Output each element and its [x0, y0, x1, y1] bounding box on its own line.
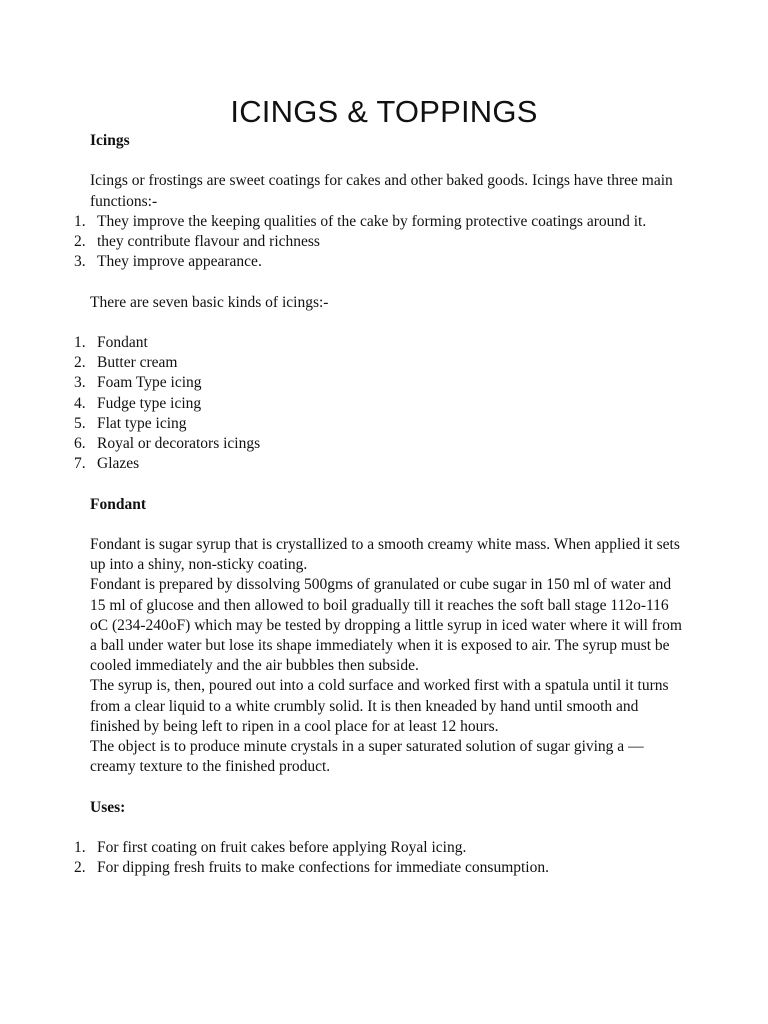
list-item	[74, 838, 690, 858]
list-number: 3.	[74, 253, 86, 271]
list-item-text: Glazes	[97, 455, 140, 473]
icings-heading: Icings	[90, 132, 130, 149]
icings-intro-paragraph: Icings or frostings are sweet coatings for cakes and other baked goods. Icings have three main functions:-	[90, 172, 673, 210]
uses-list	[74, 838, 690, 878]
list-number: 6.	[74, 435, 86, 452]
kinds-intro-paragraph: There are seven basic kinds of icings:-	[90, 293, 329, 311]
icing-kinds-list	[74, 333, 690, 474]
list-number: 3.	[74, 374, 86, 392]
list-item-text: Fudge type icing	[97, 394, 202, 412]
list-item-text: They improve appearance.	[97, 253, 262, 271]
fondant-heading: Fondant	[90, 495, 146, 513]
list-item	[74, 394, 690, 414]
icing-functions-list	[74, 212, 690, 273]
list-number: 1.	[74, 333, 86, 351]
list-item-text: For dipping fresh fruits to make confections for immediate consumption.	[97, 859, 549, 877]
list-item	[74, 858, 690, 878]
fondant-paragraph: Fondant is prepared by dissolving 500gms of granulated or cube sugar in 150 ml of water and 15 ml of glucose and then allowed to boil gradually till it reaches the soft ball stage 112o-116 oC (234-240oF) which may be tested by dropping a little syrup in iced water where it will from a ball under water but lose its shape immediately when it is exposed to air. The syrup must be cooled immediately and the air bubbles then subside.	[90, 576, 682, 675]
list-item-text: They improve the keeping qualities of the cake by forming protective coatings around it.	[97, 212, 647, 230]
list-number: 1.	[74, 212, 86, 230]
list-item	[74, 414, 690, 434]
fondant-paragraph: The object is to produce minute crystals in a super saturated solution of sugar giving a —creamy texture to the finished product.	[90, 738, 644, 776]
list-item	[74, 454, 690, 474]
list-number: 2.	[74, 859, 86, 877]
list-item	[74, 212, 690, 232]
list-item	[74, 434, 690, 454]
page-title: ICINGS & TOPPINGS	[230, 94, 538, 129]
list-item	[74, 353, 690, 373]
list-item	[74, 252, 690, 272]
list-number: 4.	[74, 394, 86, 412]
list-item	[74, 373, 690, 393]
list-item-text: Butter cream	[97, 354, 178, 372]
list-item-text: For first coating on fruit cakes before applying Royal icing.	[97, 839, 467, 856]
fondant-paragraph: The syrup is, then, poured out into a cold surface and worked first with a spatula until it turns from a clear liquid to a white crumbly solid. It is then kneaded by hand until smooth and finished by being left to ripen in a cool place for at least 12 hours.	[90, 677, 669, 735]
list-item-text: Flat type icing	[97, 414, 187, 432]
fondant-paragraph: Fondant is sugar syrup that is crystallized to a smooth creamy white mass. When applied it sets up into a shiny, non-sticky coating.	[90, 535, 680, 574]
list-item-text: Fondant	[97, 333, 148, 351]
list-item-text: they contribute flavour and richness	[97, 233, 320, 250]
list-number: 7.	[74, 455, 86, 473]
list-item-text: Foam Type icing	[97, 374, 202, 392]
document-body	[74, 131, 690, 878]
list-number: 1.	[74, 839, 86, 856]
list-number: 2.	[74, 233, 86, 250]
list-number: 2.	[74, 354, 86, 372]
list-item	[74, 333, 690, 353]
list-item	[74, 232, 690, 252]
list-item-text: Royal or decorators icings	[97, 435, 261, 452]
list-number: 5.	[74, 414, 86, 432]
uses-heading: Uses:	[90, 798, 126, 816]
